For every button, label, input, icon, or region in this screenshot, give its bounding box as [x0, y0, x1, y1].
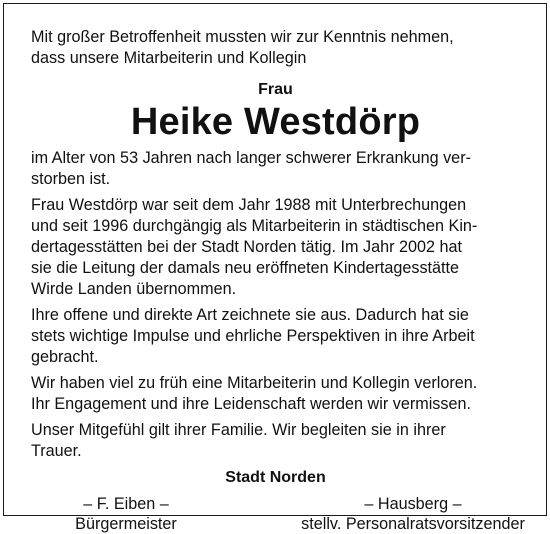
paragraph-character	[31, 305, 520, 368]
signature-mayor	[31, 494, 221, 534]
text-line: und seit 1996 durchgängig als Mitarbeiterin in städtischen Kin-	[31, 217, 478, 235]
text-line: sie die Leitung der damals neu eröffneten Kindertagesstätte	[31, 259, 460, 277]
text-line: gebracht.	[31, 348, 99, 366]
paragraph-age	[31, 148, 520, 190]
intro-text	[31, 27, 520, 69]
signatures	[31, 494, 525, 534]
organization-name: Stadt Norden	[225, 469, 326, 486]
text-line: storben ist.	[31, 170, 111, 188]
paragraph-career	[31, 195, 520, 300]
text-line: Ihr Engagement und ihre Leidenschaft werden wir vermissen.	[31, 395, 471, 413]
text-line: Frau Westdörp war seit dem Jahr 1988 mit Unterbrechungen	[31, 196, 467, 214]
intro-line: dass unsere Mitarbeiterin und Kollegin	[31, 49, 307, 67]
intro-line: Mit großer Betroffenheit mussten wir zur Kenntnis nehmen,	[31, 28, 454, 46]
text-line: Trauer.	[31, 442, 82, 460]
text-line: dertagesstätten bei der Stadt Norden tätig. Im Jahr 2002 hat	[31, 238, 463, 256]
paragraph-loss	[31, 373, 520, 415]
paragraph-condolence	[31, 420, 520, 462]
text-line: Wir haben viel zu früh eine Mitarbeiterin und Kollegin verloren.	[31, 374, 478, 392]
signatory-title: stellv. Personalratsvorsitzender	[301, 515, 525, 533]
signatory-name: – Hausberg –	[364, 495, 462, 513]
signature-staff-council	[298, 494, 528, 534]
text-line: im Alter von 53 Jahren nach langer schwerer Erkrankung ver-	[31, 149, 471, 167]
signatory-title: Bürgermeister	[75, 515, 177, 533]
text-line: Unser Mitgefühl gilt ihrer Familie. Wir begleiten sie in ihrer	[31, 421, 446, 439]
salutation: Frau	[258, 81, 293, 98]
text-line: Wirde Landen übernommen.	[31, 280, 237, 298]
obituary-notice	[31, 27, 525, 534]
text-line: stets wichtige Impulse und ehrliche Perspektiven in ihre Arbeit	[31, 327, 475, 345]
deceased-name: Heike Westdörp	[130, 101, 421, 143]
text-line: Ihre offene und direkte Art zeichnete sie aus. Dadurch hat sie	[31, 306, 469, 324]
signatory-name: – F. Eiben –	[83, 495, 169, 513]
